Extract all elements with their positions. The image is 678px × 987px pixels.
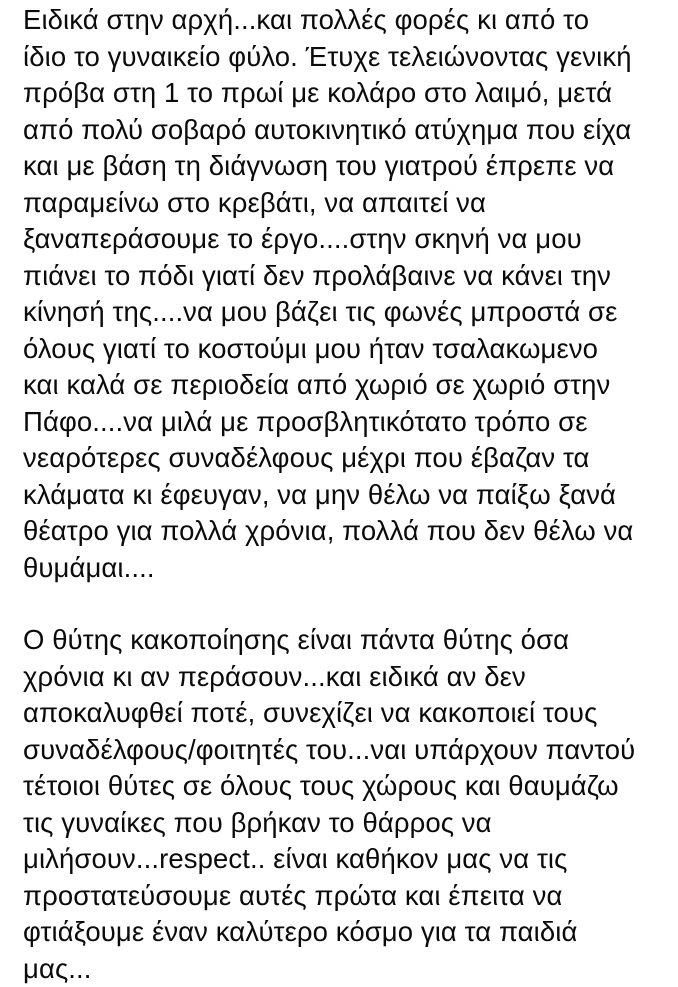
text-line: και με βάση τη διάγνωση του γιατρού έπρεπε να (23, 148, 673, 185)
paragraph (23, 622, 673, 987)
text-line: παραμείνω στο κρεβάτι, να απαιτεί να (23, 185, 673, 222)
text-line: Ειδικά στην αρχή...και πολλές φορές κι από το (23, 2, 673, 39)
text-line: χρόνια κι αν περάσουν...και ειδικά αν δεν (23, 659, 673, 696)
text-line: και καλά σε περιοδεία από χωριό σε χωριό στην (23, 367, 673, 404)
text-line: από πολύ σοβαρό αυτοκινητικό ατύχημα που είχα (23, 112, 673, 149)
paragraph (23, 0, 673, 586)
text-line: κίνησή της....να μου βάζει τις φωνές μπροστά σε (23, 294, 673, 331)
text-line: θέατρο για πολλά χρόνια, πολλά που δεν θέλω να (23, 513, 673, 550)
text-line: φτιάξουμε έναν καλύτερο κόσμο για τα παιδιά (23, 914, 673, 951)
text-line: κλάματα κι έφευγαν, να μην θέλω να παίξω ξανά (23, 477, 673, 514)
text-line: νεαρότερες συναδέλφους μέχρι που έβαζαν τα (23, 440, 673, 477)
post-text (23, 0, 673, 987)
text-line: μας... (23, 951, 673, 987)
text-line: πιάνει το πόδι γιατί δεν προλάβαινε να κάνει την (23, 258, 673, 295)
text-line: όλους γιατί το κοστούμι μου ήταν τσαλακωμενο (23, 331, 673, 368)
text-line: αποκαλυφθεί ποτέ, συνεχίζει να κακοποιεί τους (23, 695, 673, 732)
text-line: προστατεύσουμε αυτές πρώτα και έπειτα να (23, 878, 673, 915)
text-line: ίδιο το γυναικείο φύλο. Έτυχε τελειώνοντας γενική (23, 39, 673, 76)
paragraph-spacer (23, 586, 673, 622)
text-line: πρόβα στη 1 το πρωί με κολάρο στο λαιμό, μετά (23, 75, 673, 112)
text-line: συναδέλφους/φοιτητές του...ναι υπάρχουν παντού (23, 732, 673, 769)
text-line: θυμάμαι.... (23, 550, 673, 587)
text-line: Πάφο....να μιλά με προσβλητικότατο τρόπο σε (23, 404, 673, 441)
text-line: τέτοιοι θύτες σε όλους τους χώρους και θαυμάζω (23, 768, 673, 805)
text-line: τις γυναίκες που βρήκαν το θάρρος να (23, 805, 673, 842)
text-line: μιλήσουν...respect.. είναι καθήκον μας να τις (23, 841, 673, 878)
text-line: ξαναπεράσουμε το έργο....στην σκηνή να μου (23, 221, 673, 258)
text-line: Ο θύτης κακοποίησης είναι πάντα θύτης όσα (23, 622, 673, 659)
